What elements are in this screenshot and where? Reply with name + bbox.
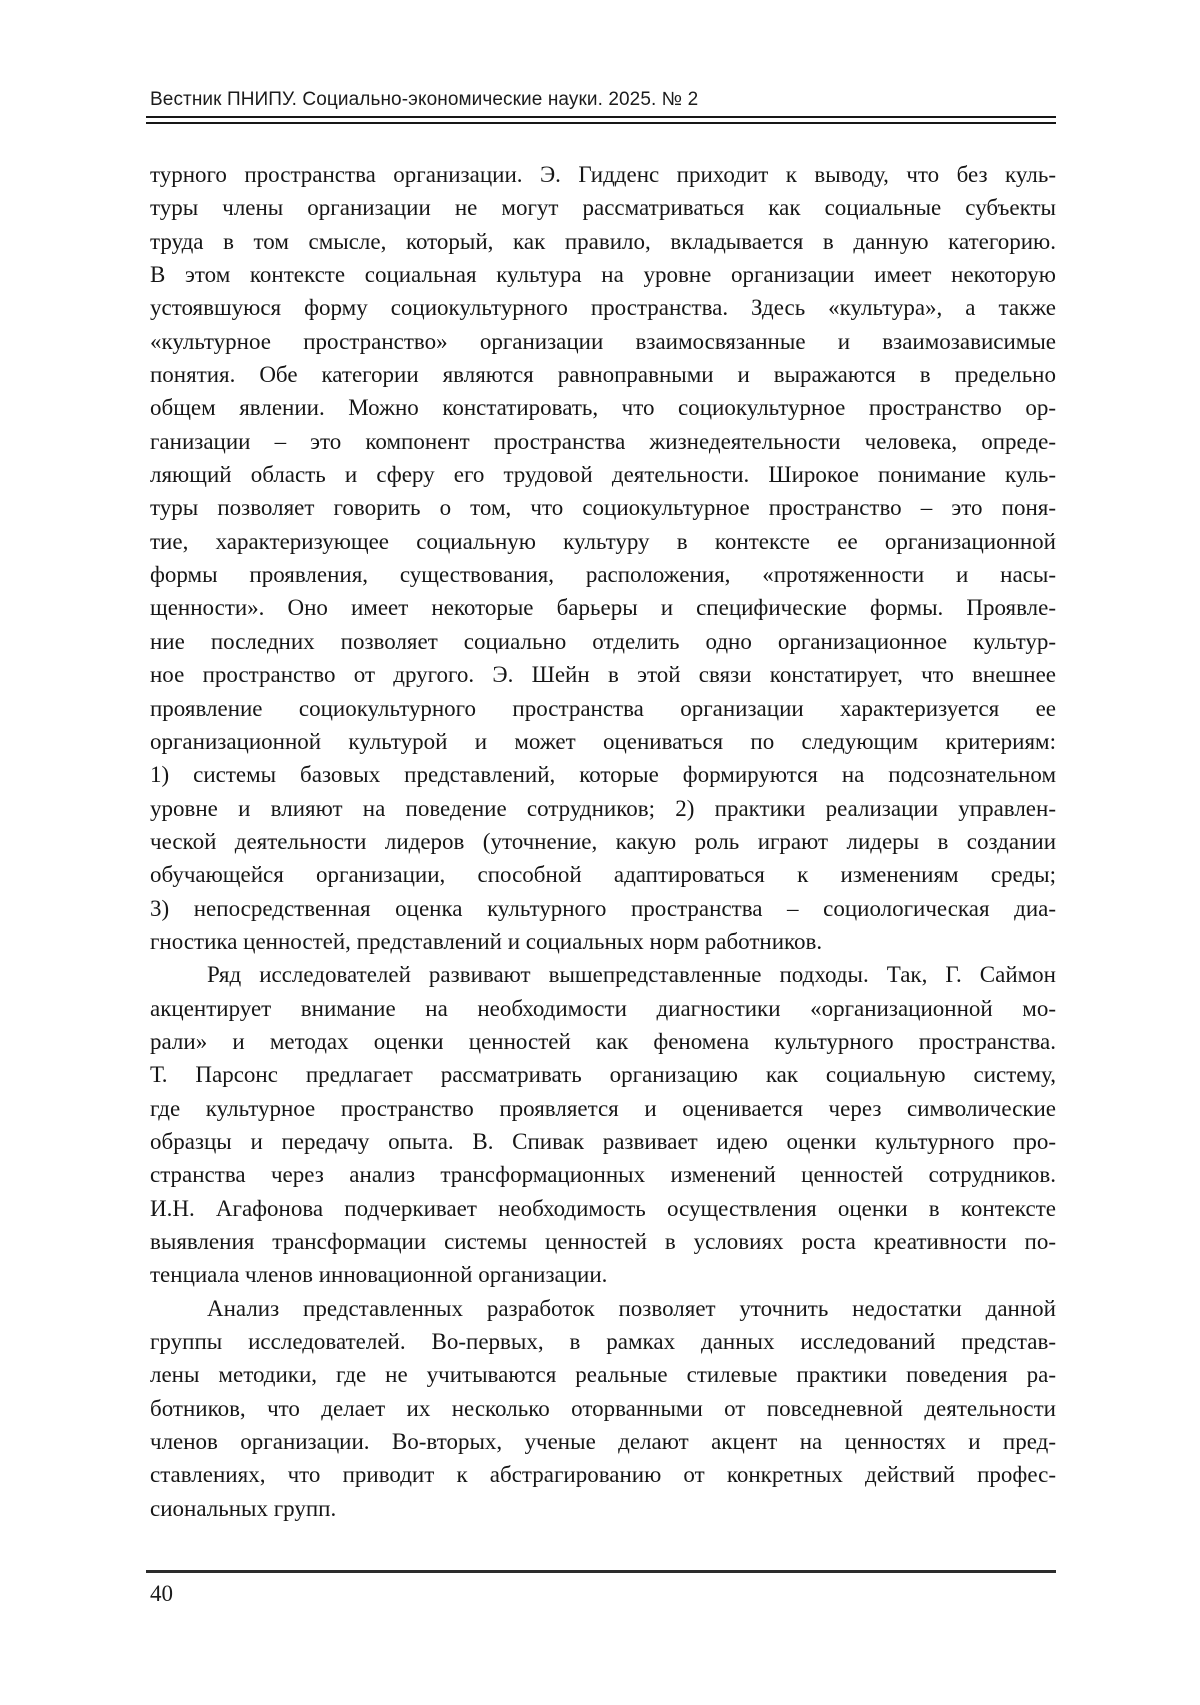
text-line: уровне и влияют на поведение сотрудников; 2) практики реализации управлен-: [150, 795, 1056, 821]
footer-rule: [146, 1570, 1056, 1573]
text-line: сиональных групп.: [150, 1495, 337, 1521]
text-line: «культурное пространство» организации взаимосвязанные и взаимозависимые: [150, 328, 1056, 354]
text-line: ние последних позволяет социально отделить одно организационное культур-: [150, 628, 1056, 654]
text-line: труда в том смысле, который, как правило, вкладывается в данную категорию.: [150, 228, 1056, 254]
text-line: ставлениях, что приводит к абстрагированию от конкретных действий профес-: [150, 1462, 1056, 1488]
text-line: тенциала членов инновационной организации.: [150, 1262, 608, 1288]
text-line: членов организации. Во-вторых, ученые делают акцент на ценностях и пред-: [150, 1429, 1056, 1455]
text-line: Ряд исследователей развивают вышепредставленные подходы. Так, Г. Саймон: [207, 962, 1056, 988]
page-number: 40: [150, 1581, 173, 1606]
text-line: проявление социокультурного пространства организации характеризуется ее: [150, 695, 1056, 721]
text-line: формы проявления, существования, расположения, «протяженности и насы-: [150, 562, 1056, 588]
text-line: ческой деятельности лидеров (уточнение, какую роль играют лидеры в создании: [150, 828, 1056, 854]
text-line: общем явлении. Можно констатировать, что социокультурное пространство ор-: [150, 395, 1056, 421]
text-line: ляющий область и сферу его трудовой деятельности. Широкое понимание куль-: [150, 462, 1056, 488]
text-line: И.Н. Агафонова подчеркивает необходимость осуществления оценки в контексте: [150, 1195, 1056, 1221]
text-line: где культурное пространство проявляется и оценивается через символические: [150, 1095, 1056, 1121]
text-line: ганизации – это компонент пространства жизнедеятельности человека, опреде-: [150, 428, 1056, 454]
text-line: Т. Парсонс предлагает рассматривать организацию как социальную систему,: [150, 1062, 1056, 1088]
text-line: выявления трансформации системы ценностей в условиях роста креативности по-: [150, 1229, 1056, 1254]
text-line: гностика ценностей, представлений и социальных норм работников.: [150, 928, 823, 954]
text-line: В этом контексте социальная культура на уровне организации имеет некоторую: [150, 262, 1056, 288]
text-line: 3) непосредственная оценка культурного пространства – социологическая диа-: [150, 895, 1056, 921]
text-line: странства через анализ трансформационных изменений ценностей сотрудников.: [150, 1162, 1056, 1188]
text-line: лены методики, где не учитываются реальные стилевые практики поведения ра-: [150, 1362, 1056, 1388]
text-line: обучающейся организации, способной адаптироваться к изменениям среды;: [150, 862, 1056, 888]
text-line: туры позволяет говорить о том, что социокультурное пространство – это поня-: [150, 495, 1056, 521]
text-line: образцы и передачу опыта. В. Спивак развивает идею оценки культурного про-: [150, 1128, 1056, 1154]
text-line: организационной культурой и может оцениваться по следующим критериям:: [150, 728, 1056, 754]
text-body: [150, 158, 1056, 1525]
text-line: рали» и методах оценки ценностей как феномена культурного пространства.: [150, 1028, 1056, 1054]
text-line: туры члены организации не могут рассматриваться как социальные субъекты: [150, 195, 1056, 221]
text-line: Анализ представленных разработок позволяет уточнить недостатки данной: [207, 1295, 1056, 1321]
text-line: устоявшуюся форму социокультурного пространства. Здесь «культура», а также: [150, 295, 1056, 321]
text-line: тие, характеризующее социальную культуру в контексте ее организационной: [150, 528, 1056, 554]
text-line: понятия. Обе категории являются равноправными и выражаются в предельно: [150, 362, 1056, 388]
text-line: щенности». Оно имеет некоторые барьеры и специфические формы. Проявле-: [150, 595, 1056, 621]
text-line: ное пространство от другого. Э. Шейн в этой связи констатирует, что внешнее: [150, 662, 1056, 688]
text-line: группы исследователей. Во-первых, в рамках данных исследований представ-: [150, 1329, 1056, 1355]
header-double-rule: [146, 116, 1056, 124]
text-line: ботников, что делает их несколько оторванными от повседневной деятельности: [150, 1395, 1056, 1421]
text-line: турного пространства организации. Э. Гидденс приходит к выводу, что без куль-: [150, 162, 1056, 187]
text-line: 1) системы базовых представлений, которые формируются на подсознательном: [150, 762, 1056, 788]
text-line: акцентирует внимание на необходимости диагностики «организационной мо-: [150, 995, 1056, 1021]
running-header: Вестник ПНИПУ. Социально-экономические науки. 2025. № 2: [150, 89, 699, 110]
